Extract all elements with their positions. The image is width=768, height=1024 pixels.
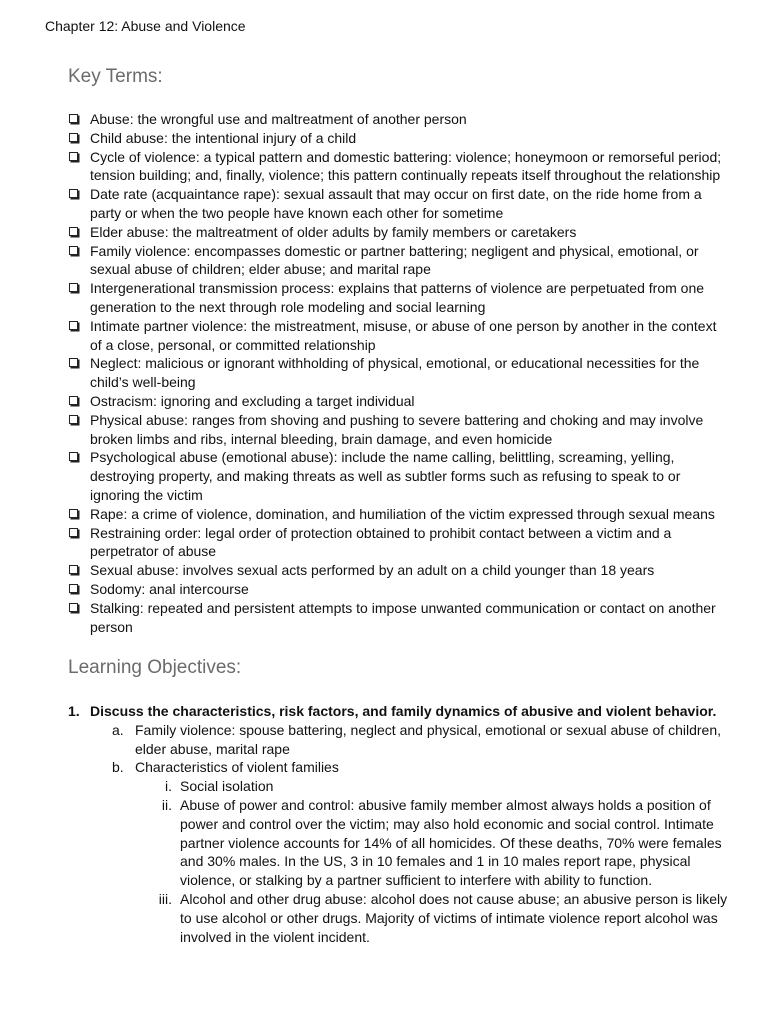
key-term-text: Intergenerational transmission process: explains that patterns of violence are perpetuated from one generation to the next through role modeling and social learning — [90, 280, 705, 315]
key-term-item — [68, 505, 728, 524]
learning-objectives-list — [68, 702, 728, 946]
key-term-item — [68, 561, 728, 580]
key-terms-heading: Key Terms: — [68, 66, 163, 87]
nested-point-item — [68, 796, 728, 890]
key-term-text: Child abuse: the intentional injury of a child — [90, 129, 357, 146]
key-term-text: Date rate (acquaintance rape): sexual assault that may occur on first date, on the ride home from a party or when the two people have known each other for sometime — [90, 186, 702, 221]
nested-point-marker: iii. — [158, 890, 172, 907]
key-term-item — [68, 223, 728, 242]
key-term-text: Cycle of violence: a typical pattern and domestic battering: violence; honeymoon or remorseful period; tension building; and, finally, violence; this pattern continually repeats itself throughout the relationship — [90, 148, 722, 184]
key-term-item — [68, 411, 728, 449]
key-term-item — [68, 392, 728, 411]
key-term-item — [68, 279, 728, 317]
key-term-item — [68, 354, 728, 392]
checkbox-icon — [69, 227, 78, 236]
checkbox-icon — [69, 584, 78, 593]
nested-point-text: Alcohol and other drug abuse: alcohol does not cause abuse; an abusive person is likely to use alcohol or other drugs. Majority of victims of intimate violence report alcohol was involved in the violent incident. — [180, 890, 728, 945]
nested-point-text: Social isolation — [180, 778, 274, 795]
key-term-text: Sodomy: anal intercourse — [90, 580, 249, 597]
key-term-item — [68, 580, 728, 599]
checkbox-icon — [69, 133, 78, 142]
subpoint-text: Characteristics of violent families — [135, 759, 339, 776]
subpoint-item — [68, 758, 728, 777]
key-term-item — [68, 185, 728, 223]
key-term-item — [68, 524, 728, 562]
key-term-item — [68, 448, 728, 504]
checkbox-icon — [69, 565, 78, 574]
subpoint-marker: b. — [112, 759, 124, 776]
key-term-text: Physical abuse: ranges from shoving and pushing to severe battering and choking and may involve broken limbs and ribs, internal bleeding, brain damage, and even homicide — [90, 411, 704, 447]
key-term-item — [68, 110, 728, 129]
key-terms-list — [68, 110, 728, 636]
key-term-text: Abuse: the wrongful use and maltreatment of another person — [90, 111, 467, 127]
key-term-text: Restraining order: legal order of protection obtained to prohibit contact between a victim and a perpetrator of abuse — [90, 524, 672, 560]
checkbox-icon — [69, 452, 78, 461]
subpoint-text: Family violence: spouse battering, neglect and physical, emotional or sexual abuse of children, elder abuse, marital rape — [135, 721, 721, 757]
nested-point-marker: ii. — [161, 796, 172, 813]
checkbox-icon — [69, 152, 78, 161]
checkbox-icon — [69, 509, 78, 518]
objective-number: 1. — [68, 703, 80, 719]
checkbox-icon — [69, 114, 78, 123]
key-term-text: Family violence: encompasses domestic or partner battering; negligent and physical, emotional, or sexual abuse of children; elder abuse; and marital rape — [90, 242, 699, 278]
learning-objectives-heading: Learning Objectives: — [68, 657, 242, 678]
nested-point-item — [68, 890, 728, 946]
key-term-item — [68, 317, 728, 355]
checkbox-icon — [69, 396, 78, 405]
key-term-item — [68, 242, 728, 280]
key-term-item — [68, 129, 728, 148]
key-term-text: Sexual abuse: involves sexual acts performed by an adult on a child younger than 18 years — [90, 562, 655, 579]
checkbox-icon — [69, 358, 78, 367]
nested-point-marker: i. — [165, 778, 172, 795]
key-term-item — [68, 599, 728, 637]
checkbox-icon — [69, 321, 78, 330]
chapter-title: Chapter 12: Abuse and Violence — [45, 18, 246, 34]
key-term-text: Ostracism: ignoring and excluding a target individual — [90, 392, 415, 409]
subpoint-marker: a. — [112, 721, 124, 738]
key-term-text: Rape: a crime of violence, domination, and humiliation of the victim expressed through sexual means — [90, 505, 715, 522]
checkbox-icon — [69, 246, 78, 255]
nested-point-item — [68, 777, 728, 796]
checkbox-icon — [69, 415, 78, 424]
checkbox-icon — [69, 603, 78, 612]
checkbox-icon — [69, 528, 78, 537]
key-term-text: Stalking: repeated and persistent attempts to impose unwanted communication or contact on another person — [90, 599, 716, 635]
key-term-item — [68, 148, 728, 186]
checkbox-icon — [69, 189, 78, 198]
objective-item — [68, 702, 728, 721]
objective-text: Discuss the characteristics, risk factors, and family dynamics of abusive and violent behavior. — [90, 703, 717, 719]
key-term-text: Elder abuse: the maltreatment of older adults by family members or caretakers — [90, 223, 577, 240]
key-term-text: Psychological abuse (emotional abuse): include the name calling, belittling, screaming, yelling, destroying property, and making threats as well as subtler forms such as refusing to speak to or ignoring the victim — [90, 449, 681, 503]
key-term-text: Neglect: malicious or ignorant withholding of physical, emotional, or educational necessities for the child’s well-being — [90, 355, 700, 391]
nested-point-text: Abuse of power and control: abusive family member almost always holds a position of power and control over the victim; may also hold economic and social control. Intimate partner violence accounts for 14% of all homicides. Of these deaths, 70% were females and 30% males. In the US, 3 in 10 females and 1 in 10 males report rape, physical violence, or stalking by a partner sufficient to interfere with ability to function. — [180, 796, 722, 889]
key-term-text: Intimate partner violence: the mistreatment, misuse, or abuse of one person by another in the context of a close, personal, or committed relationship — [90, 317, 717, 353]
subpoint-item — [68, 721, 728, 759]
checkbox-icon — [69, 283, 78, 292]
